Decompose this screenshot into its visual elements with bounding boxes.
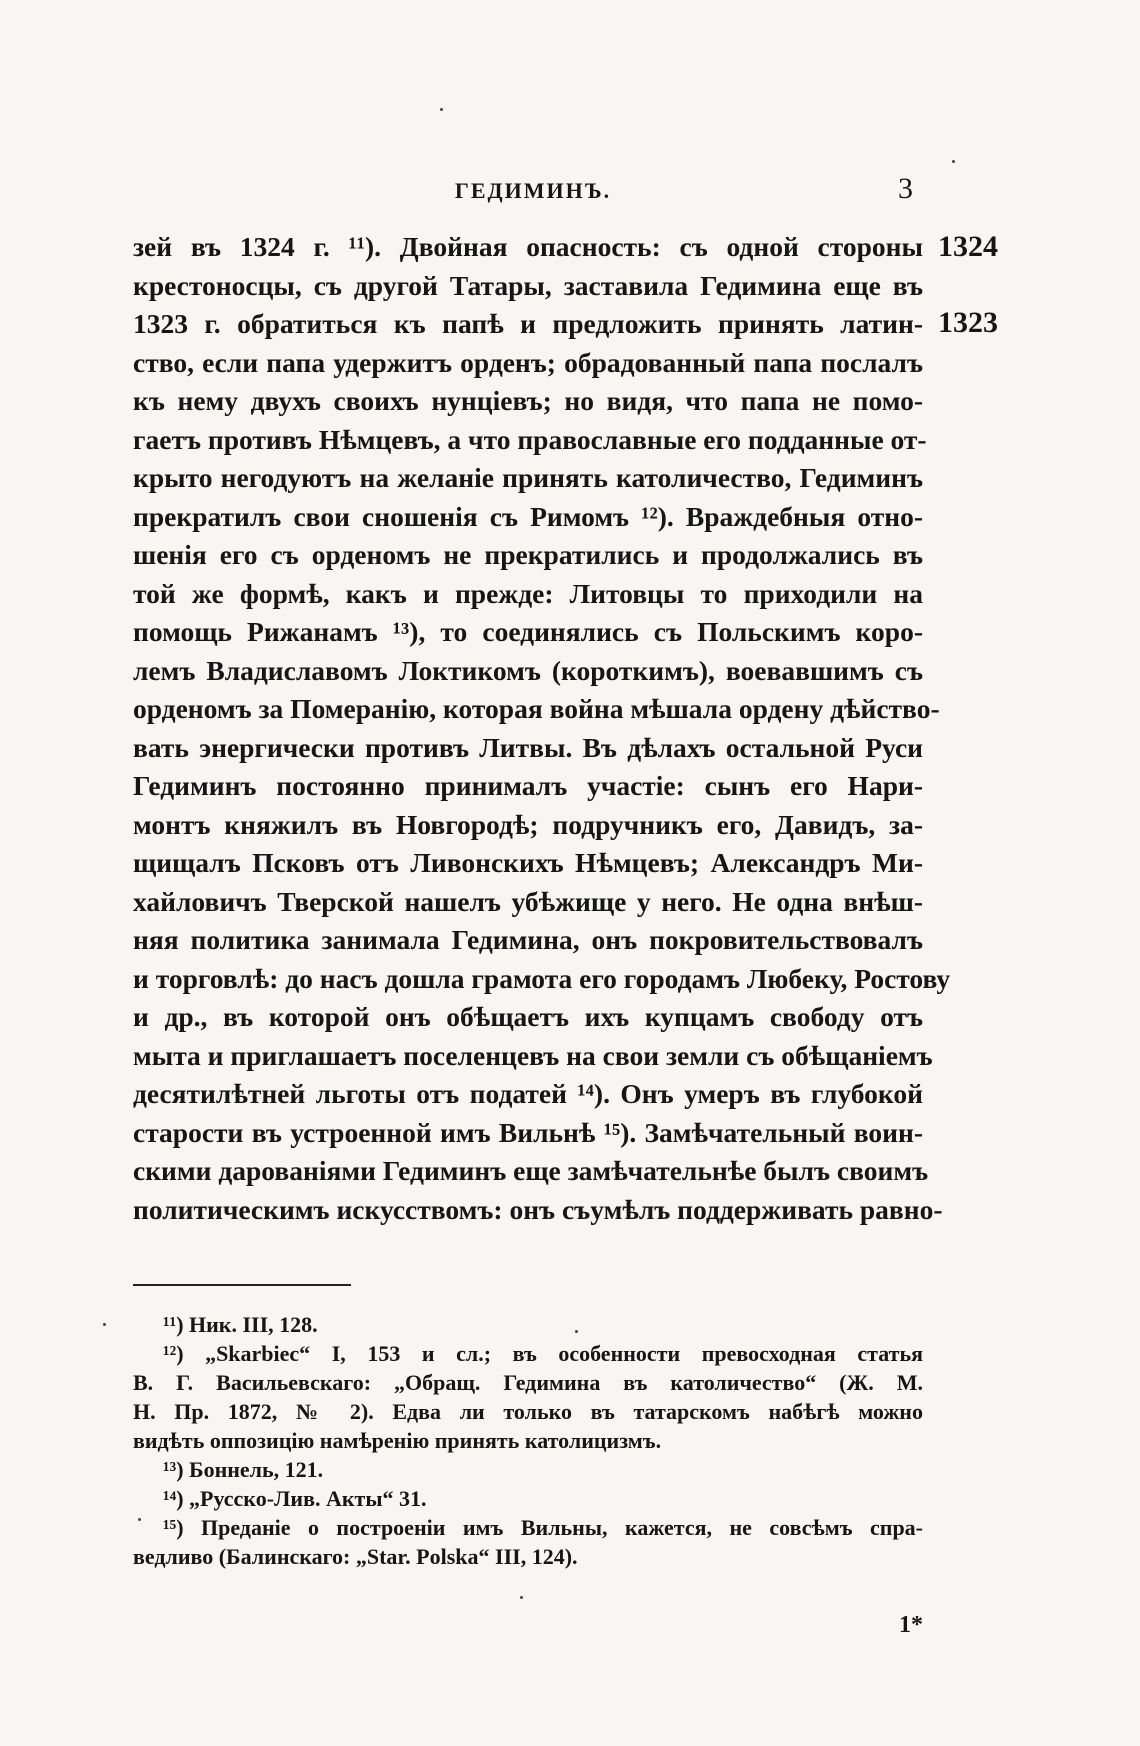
footnotes <box>133 1310 923 1571</box>
speck <box>440 108 443 111</box>
body-line-11: помощь Рижанамъ ¹³), то соединялись съ Польскимъ коро- <box>133 616 923 647</box>
margin-year-1323: 1323 <box>938 306 998 339</box>
footnote-15-line-2: ведливо (Балинскаго: „Star. Polska“ III, 124). <box>133 1544 578 1569</box>
speck <box>952 160 955 163</box>
body-line-26: политическимъ искусствомъ: онъ съумѣлъ поддерживать равно- <box>133 1193 943 1225</box>
speck <box>520 1596 523 1599</box>
body-line-23: десятилѣтней льготы отъ податей ¹⁴). Онъ умеръ въ глубокой <box>133 1078 923 1109</box>
body-line-25: скими дарованіями Гедиминъ еще замѣчательнѣе былъ своимъ <box>133 1155 929 1186</box>
margin-year-1324: 1324 <box>938 230 998 263</box>
footnote-15: ¹⁵) Преданіе о построеніи имъ Вильны, кажется, не совсѣмъ спра- <box>163 1515 923 1540</box>
body-line-9: шенія его съ орденомъ не прекратились и продолжались въ <box>133 539 923 570</box>
signature-mark: 1* <box>899 1612 923 1638</box>
footnote-12: ¹²) „Skarbiec“ I, 153 и сл.; въ особенности превосходная статья <box>163 1341 923 1366</box>
footnote-12-line-2: В. Г. Васильевскаго: „Обращ. Гедимина въ католичество“ (Ж. М. <box>133 1370 923 1395</box>
body-line-19: няя политика занимала Гедимина, онъ покровительствовалъ <box>133 924 923 955</box>
footnote-separator <box>133 1284 351 1286</box>
speck <box>575 1330 578 1333</box>
body-line-1: зей въ 1324 г. ¹¹). Двойная опасность: съ одной стороны <box>133 231 923 262</box>
running-head <box>133 172 933 210</box>
body-line-5: къ нему двухъ своихъ нунціевъ; но видя, что папа не помо- <box>133 385 923 416</box>
body-line-4: ство, если папа удержитъ орденъ; обрадованный папа послалъ <box>133 346 923 378</box>
body-line-21: и др., въ которой онъ обѣщаетъ ихъ купцамъ свободу отъ <box>133 1001 923 1032</box>
footnote-13: ¹³) Боннель, 121. <box>163 1457 324 1482</box>
body-line-22: мыта и приглашаетъ поселенцевъ на свои земли съ обѣщаніемъ <box>133 1039 933 1071</box>
body-line-8: прекратилъ свои сношенія съ Римомъ ¹²). Враждебныя отно- <box>133 500 923 532</box>
footnote-11: ¹¹) Ник. III, 128. <box>163 1312 318 1337</box>
body-line-6: гаетъ противъ Нѣмцевъ, а что православные его подданные от- <box>133 423 927 455</box>
body-line-10: той же формѣ, какъ и прежде: Литовцы то приходили на <box>133 577 923 609</box>
footnote-12-line-4: видѣть оппозицію намѣренію принять католицизмъ. <box>133 1428 662 1453</box>
body-line-20: и торговлѣ: до насъ дошла грамота его городамъ Любеку, Ростову <box>133 962 951 994</box>
speck <box>138 1518 141 1521</box>
body-text <box>133 228 951 1229</box>
body-line-14: вать энергически противъ Литвы. Въ дѣлахъ остальной Руси <box>133 731 923 763</box>
body-line-24: старости въ устроенной имъ Вильнѣ ¹⁵). Замѣчательный воин- <box>133 1116 923 1148</box>
body-line-18: хайловичъ Тверской нашелъ убѣжище у него. Не одна внѣш- <box>133 885 923 917</box>
body-line-12: лемъ Владиславомъ Локтикомъ (короткимъ), воевавшимъ съ <box>133 654 923 686</box>
footnote-14: ¹⁴) „Русско-Лив. Акты“ 31. <box>163 1486 427 1511</box>
body-line-17: щищалъ Псковъ отъ Ливонскихъ Нѣмцевъ; Александръ Ми- <box>133 847 923 878</box>
body-line-7: крыто негодуютъ на желаніе принять католичество, Гедиминъ <box>133 462 923 493</box>
footnote-12-line-3: Н. Пр. 1872, № 2). Едва ли только въ татарскомъ набѣгѣ можно <box>133 1399 923 1424</box>
body-line-3: 1323 г. обратиться къ папѣ и предложить принять латин- <box>133 308 923 339</box>
page-number: 3 <box>898 172 913 205</box>
running-title: ГЕДИМИНЪ. <box>454 178 612 203</box>
body-line-15: Гедиминъ постоянно принималъ участіе: сынъ его Нари- <box>133 770 923 801</box>
body-line-13: орденомъ за Померанію, которая война мѣшала ордену дѣйство- <box>133 693 940 724</box>
body-line-2: крестоносцы, съ другой Татары, заставила Гедимина еще въ <box>133 269 923 301</box>
speck <box>103 1323 106 1326</box>
body-line-16: монтъ княжилъ въ Новгородѣ; подручникъ его, Давидъ, за- <box>133 808 923 840</box>
